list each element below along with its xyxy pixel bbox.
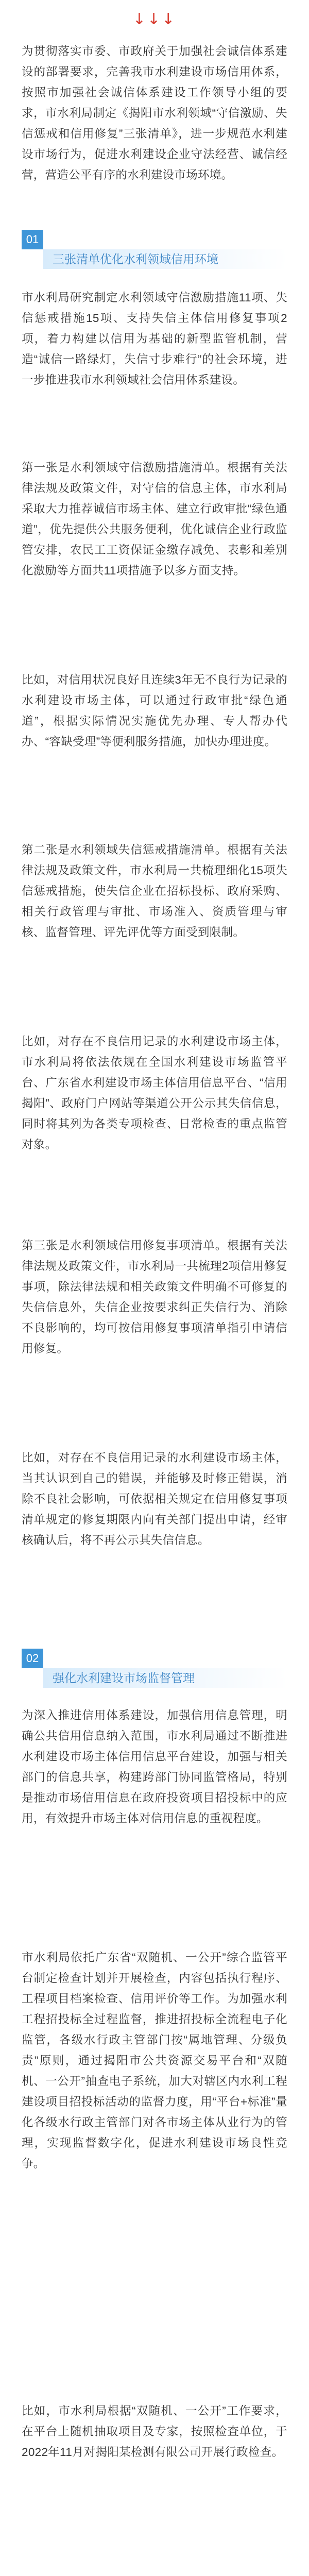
paragraph: 第一张是水利领域守信激励措施清单。根据有关法律法规及政策文件，对守信的信息主体，市水利局采取大力推荐诚信市场主体、建立行政审批“绿色通道”，优先提供公共服务便利，优化诚信企业行政监管安排，农民工工资保证金缴存减免、表彰和差别化激励等方面共11项措施予以多方面支持。	[22, 461, 287, 577]
section-title: 三张清单优化水利领域信用环境	[53, 252, 218, 266]
paragraph: 为深入推进信用体系建设，加强信用信息管理，明确公共信用信息纳入范围，市水利局通过不断推进水利建设市场主体信用信息平台建设，加强与相关部门的信息共享，构建跨部门协同监管格局，特别是推动市场信用信息在政府投资项目招投标中的应用，有效提升市场主体对信用信息的重视程度。	[22, 1709, 287, 1825]
down-arrows-icon: ↓↓↓	[132, 10, 177, 28]
section-title: 强化水利建设市场监督管理	[53, 1671, 195, 1685]
paragraph: 比如，对信用状况良好且连续3年无不良行为记录的水利建设市场主体，可以通过行政审批“绿色通道”，根据实际情况实施优先办理、专人帮办代办、“容缺受理”等便利服务措施，加快办理进度。	[22, 673, 287, 748]
section-number: 01	[22, 230, 43, 249]
paragraph: 比如，市水利局根据“双随机、一公开”工作要求，在平台上随机抽取项目及专家，按照检查单位，于2022年11月对揭阳某检测有限公司开展行政检查。	[22, 2404, 287, 2459]
paragraph: 比如，对存在不良信用记录的水利建设市场主体，市水利局将依法依规在全国水利建设市场监管平台、广东省水利建设市场主体信用信息平台、“信用揭阳”、政府门户网站等渠道公开公示其失信信息，同时将其列为各类专项检查、日常检查的重点监管对象。	[22, 1035, 287, 1151]
section-header-1	[22, 230, 287, 269]
paragraph: 市水利局依托广东省“双随机、一公开”综合监管平台制定检查计划并开展检查，内容包括执行程序、工程项目档案检查、信用评价等工作。为加强水利工程招投标全过程监督，推进招投标全流程电子化监管，各级水行政主管部门按“属地管理、分级负责”原则，通过揭阳市公共资源交易平台和“双随机、一公开”抽查电子系统，加大对辖区内水利工程建设项目招投标活动的监督力度，用“平台+标准”量化各级水行政主管部门对各市场主体从业行为的管理，实现监督数字化，促进水利建设市场良性竞争。	[22, 1951, 287, 2170]
section-header-2	[22, 1649, 287, 1688]
intro-paragraph: 为贯彻落实市委、市政府关于加强社会诚信体系建设的部署要求，完善我市水利建设市场信用体系，按照市加强社会诚信体系建设工作领导小组的要求，市水利局制定《揭阳市水利领域“守信激励、失信惩戒和信用修复”三张清单》，进一步规范水利建设市场行为，促进水利建设企业守法经营、诚信经营，营造公平有序的水利建设市场环境。	[22, 45, 287, 181]
paragraph: 第二张是水利领域失信惩戒措施清单。根据有关法律法规及政策文件，市水利局一共梳理细化15项失信惩戒措施，使失信企业在招标投标、政府采购、相关行政管理与审批、市场准入、资质管理与审核、监督管理、评先评优等方面受到限制。	[22, 843, 287, 939]
paragraph: 比如，对存在不良信用记录的水利建设市场主体，当其认识到自己的错误，并能够及时修正错误，消除不良社会影响，可依据相关规定在信用修复事项清单规定的修复期限内向有关部门提出申请，经审核确认后，将不再公示其失信信息。	[22, 1451, 287, 1547]
paragraph: 第三张是水利领域信用修复事项清单。根据有关法律法规及政策文件，市水利局一共梳理2项信用修复事项，除法律法规和相关政策文件明确不可修复的失信信息外，失信企业按要求纠正失信行为、消除不良影响的，均可按信用修复事项清单指引申请信用修复。	[22, 1239, 287, 1355]
paragraph: 市水利局研究制定水利领域守信激励措施11项、失信惩戒措施15项、支持失信主体信用修复事项2项，着力构建以信用为基础的新型监管机制，营造“诚信一路绿灯，失信寸步难行”的社会环境，进一步推进我市水利领域社会信用体系建设。	[22, 291, 287, 386]
section-number: 02	[22, 1649, 43, 1668]
